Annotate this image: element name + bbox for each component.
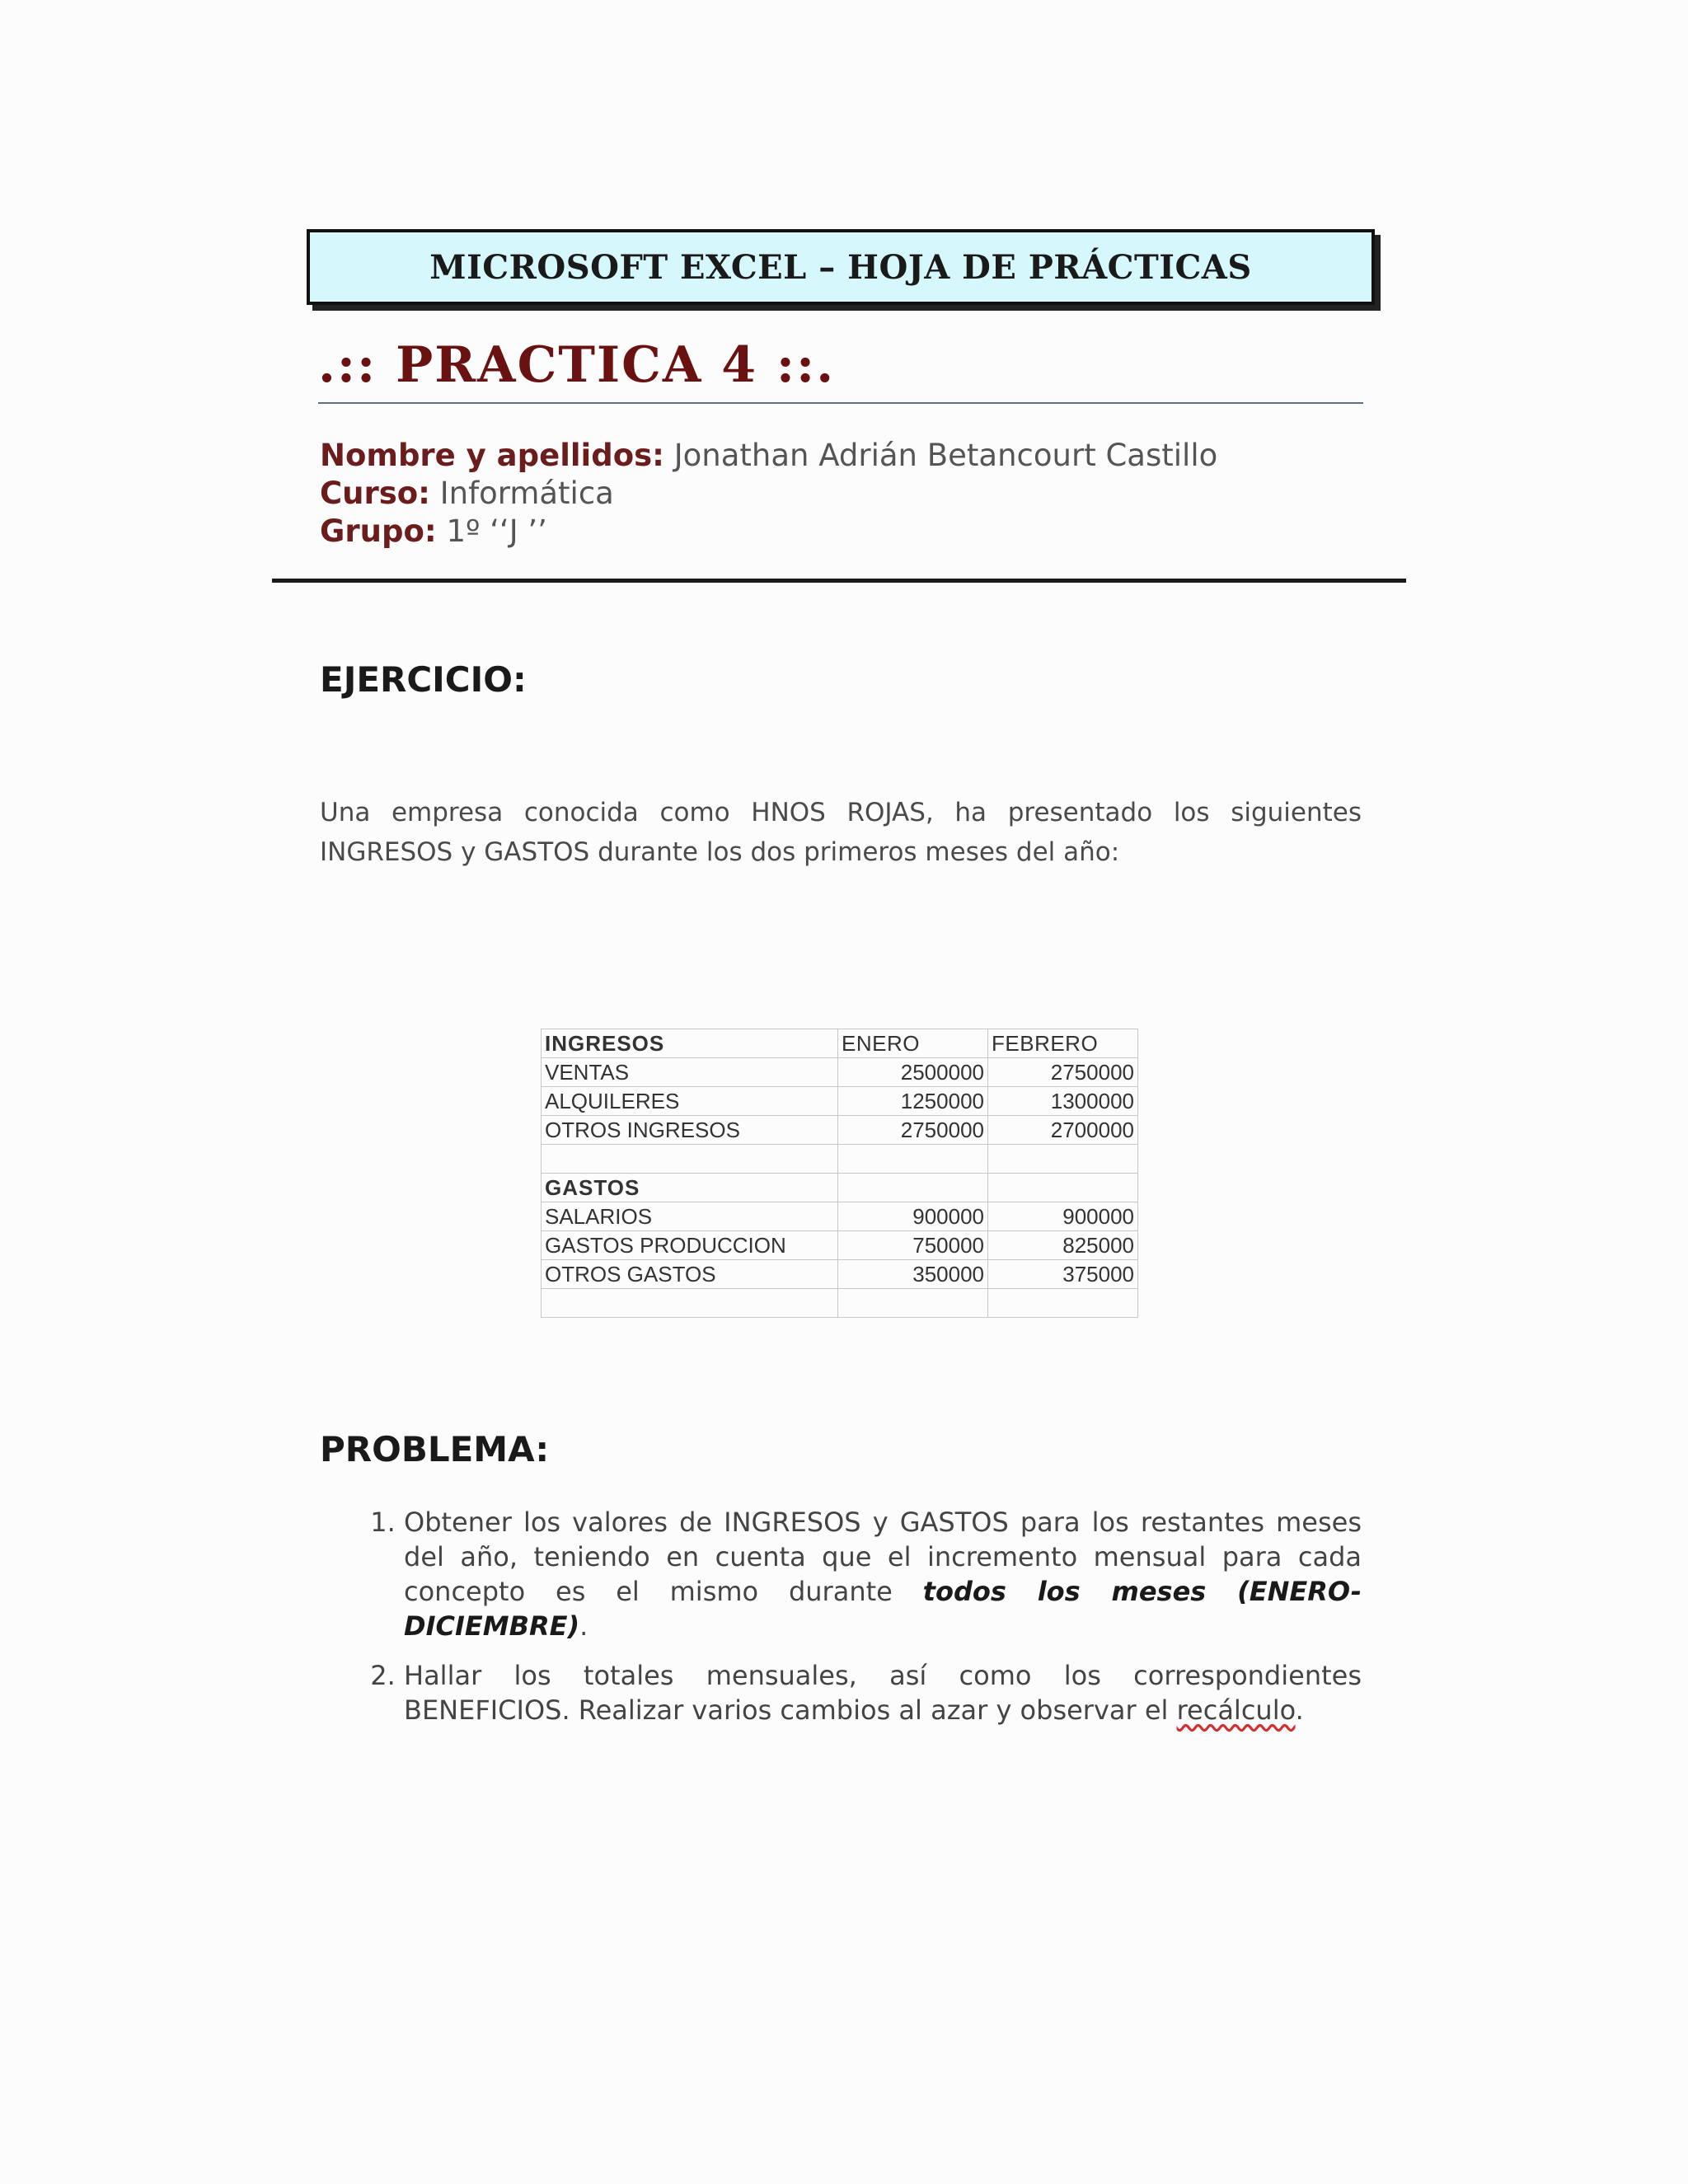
- row-concept: ALQUILERES: [542, 1087, 838, 1116]
- course-value: Informática: [439, 476, 614, 511]
- student-info: [320, 437, 1217, 551]
- problem-list: [359, 1505, 1362, 1742]
- row-enero: 900000: [838, 1202, 988, 1231]
- row-enero: 2500000: [838, 1058, 988, 1087]
- problem-item-2: [404, 1658, 1362, 1727]
- row-febrero: 375000: [988, 1260, 1138, 1289]
- student-name-line: [320, 437, 1217, 475]
- table-header-row: [542, 1029, 1138, 1058]
- row-febrero: 825000: [988, 1231, 1138, 1260]
- problem-2-end: .: [1295, 1694, 1304, 1726]
- row-enero: 750000: [838, 1231, 988, 1260]
- header-title: MICROSOFT EXCEL – HOJA DE PRÁCTICAS: [429, 247, 1252, 287]
- row-concept: OTROS GASTOS: [542, 1260, 838, 1289]
- header-title-box: [307, 229, 1375, 305]
- table-row: [542, 1202, 1138, 1231]
- problem-2-text: Hallar los totales mensuales, así como los correspondientes BENEFICIOS. Realizar varios cambios al azar y observar el: [404, 1660, 1362, 1726]
- row-febrero: 900000: [988, 1202, 1138, 1231]
- exercise-title: EJERCICIO:: [320, 659, 527, 700]
- table-row: [542, 1260, 1138, 1289]
- problem-1-text: Obtener los valores de INGRESOS y GASTOS para los restantes meses del año, teniendo en cuenta que el incremento mensual para cada concepto es el mismo durante: [404, 1507, 1362, 1607]
- header-cell-ingresos: INGRESOS: [542, 1029, 838, 1058]
- table-section-row: [542, 1174, 1138, 1202]
- header-cell-febrero: FEBRERO: [988, 1029, 1138, 1058]
- row-febrero: 1300000: [988, 1087, 1138, 1116]
- group-value: 1º ‘‘J ’’: [446, 513, 547, 549]
- table-row: [542, 1116, 1138, 1145]
- row-enero: 2750000: [838, 1116, 988, 1145]
- row-concept: SALARIOS: [542, 1202, 838, 1231]
- name-value: Jonathan Adrián Betancourt Castillo: [673, 438, 1218, 473]
- table-row: [542, 1058, 1138, 1087]
- row-febrero: 2750000: [988, 1058, 1138, 1087]
- empty-row: [542, 1145, 1138, 1174]
- row-febrero: 2700000: [988, 1116, 1138, 1145]
- table-row: [542, 1087, 1138, 1116]
- empty-row: [542, 1289, 1138, 1318]
- problem-1-emphasis: todos los meses (ENERO-DICIEMBRE): [404, 1576, 1362, 1642]
- data-table: [541, 1029, 1138, 1318]
- gastos-header-cell: GASTOS: [542, 1174, 838, 1202]
- group-label: Grupo:: [320, 513, 437, 549]
- title-divider: [318, 402, 1363, 404]
- row-concept: OTROS INGRESOS: [542, 1116, 838, 1145]
- table-row: [542, 1231, 1138, 1260]
- row-concept: GASTOS PRODUCCION: [542, 1231, 838, 1260]
- header-cell-enero: ENERO: [838, 1029, 988, 1058]
- row-enero: 1250000: [838, 1087, 988, 1116]
- practica-title: .:: PRACTICA 4 ::.: [318, 336, 836, 394]
- student-course-line: [320, 475, 1217, 513]
- name-label: Nombre y apellidos:: [320, 438, 664, 473]
- course-label: Curso:: [320, 476, 430, 511]
- row-enero: 350000: [838, 1260, 988, 1289]
- exercise-intro: Una empresa conocida como HNOS ROJAS, ha presentado los siguientes INGRESOS y GASTOS durante los dos primeros meses del año:: [320, 798, 1362, 867]
- row-concept: VENTAS: [542, 1058, 838, 1087]
- student-group-line: [320, 513, 1217, 551]
- section-divider: [272, 579, 1406, 583]
- problem-2-word: recálculo: [1176, 1694, 1296, 1726]
- problem-item-1: [404, 1505, 1362, 1643]
- problem-title: PROBLEMA:: [320, 1429, 550, 1469]
- problem-1-end: .: [579, 1610, 588, 1642]
